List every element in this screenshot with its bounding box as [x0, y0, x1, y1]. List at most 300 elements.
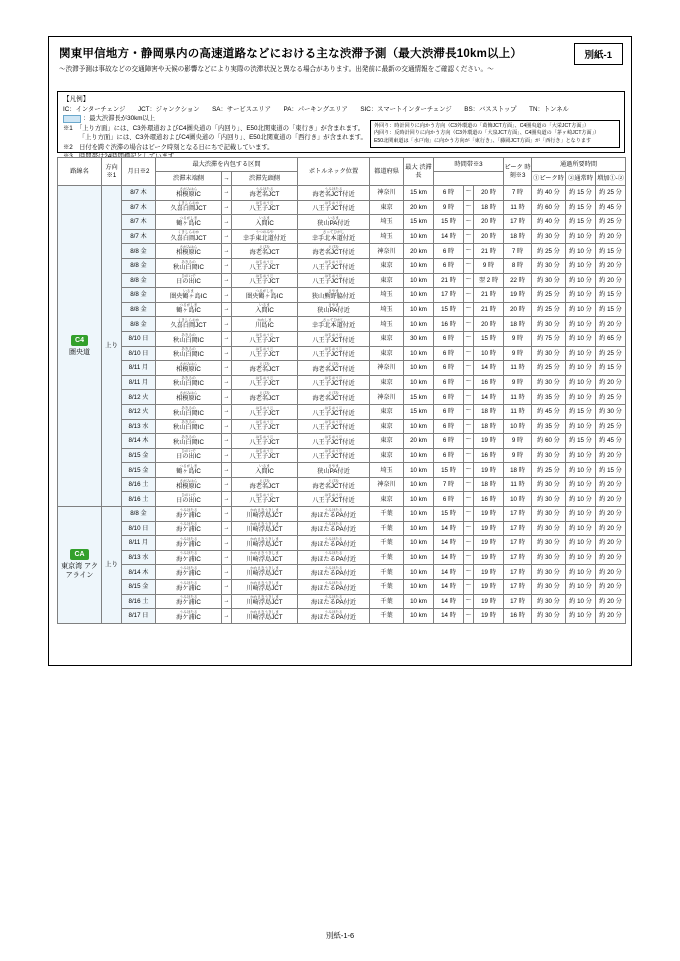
date-cell: 8/17 日 [122, 609, 156, 624]
delta-pass-cell: 約 20 分 [596, 507, 626, 522]
maxlen-cell: 10 km [404, 419, 434, 434]
legend-abbreviations: IC：インターチェンジ JCT：ジャンクション SA：サービスエリア PA：パーキングエリア SIC：スマートインターチェンジ BS：バスストップ TN：トンネル [63, 105, 569, 113]
col-peak-pass: ①ピーク時 [532, 172, 566, 186]
section-to-cell: かわさきうきしま 川崎浮島JCT [232, 507, 298, 522]
maxlen-cell: 10 km [404, 521, 434, 536]
section-to-cell: かわさきうきしま 川崎浮島JCT [232, 521, 298, 536]
col-section-to: 渋滞先頭側 [232, 172, 298, 186]
delta-pass-cell: 約 20 分 [596, 536, 626, 551]
time-start-cell: 6 時 [434, 419, 464, 434]
time-end-cell: 18 時 [474, 404, 504, 419]
time-end-cell: 10 時 [474, 346, 504, 361]
normal-pass-cell: 約 10 分 [566, 507, 596, 522]
pref-cell: 神奈川 [370, 244, 404, 259]
pref-cell: 千葉 [370, 550, 404, 565]
peak-time-cell: 17 時 [504, 565, 532, 580]
pref-cell: 東京 [370, 448, 404, 463]
time-start-cell: 6 時 [434, 492, 464, 507]
section-to-cell: えびな 海老名JCT [232, 244, 298, 259]
route-badge: CA [70, 549, 88, 560]
bottleneck-cell: えびな 海老名JCT付近 [298, 361, 370, 376]
maxlen-cell: 10 km [404, 463, 434, 478]
pref-cell: 千葉 [370, 536, 404, 551]
section-from-cell: あきるの 秋山白岡IC [156, 375, 222, 390]
pref-cell: 東京 [370, 331, 404, 346]
section-arrow-cell: → [222, 492, 232, 507]
peak-pass-cell: 約 30 分 [532, 550, 566, 565]
date-cell: 8/11 月 [122, 536, 156, 551]
date-cell: 8/13 水 [122, 419, 156, 434]
section-to-cell: はちおうじ 八王子JCT [232, 375, 298, 390]
normal-pass-cell: 約 10 分 [566, 361, 596, 376]
pref-cell: 東京 [370, 273, 404, 288]
peak-pass-cell: 約 30 分 [532, 229, 566, 244]
peak-time-cell: 17 時 [504, 594, 532, 609]
date-cell: 8/8 金 [122, 507, 156, 522]
section-arrow-cell: → [222, 580, 232, 595]
pref-cell: 埼玉 [370, 215, 404, 230]
time-end-cell: 14 時 [474, 361, 504, 376]
section-arrow-cell: → [222, 448, 232, 463]
bottleneck-cell: さやま 狭山PA付近 [298, 463, 370, 478]
time-start-cell: 6 時 [434, 244, 464, 259]
peak-time-cell: 18 時 [504, 229, 532, 244]
pref-cell: 東京 [370, 434, 404, 449]
peak-pass-cell: 約 75 分 [532, 331, 566, 346]
normal-pass-cell: 約 10 分 [566, 448, 596, 463]
normal-pass-cell: 約 10 分 [566, 536, 596, 551]
normal-pass-cell: 約 15 分 [566, 215, 596, 230]
section-to-cell: かわさきうきしま 川崎浮島JCT [232, 536, 298, 551]
section-to-cell: えびな 海老名JCT [232, 477, 298, 492]
section-arrow-cell: → [222, 434, 232, 449]
time-start-cell: 21 時 [434, 273, 464, 288]
peak-time-cell: 9 時 [504, 346, 532, 361]
delta-pass-cell: 約 20 分 [596, 609, 626, 624]
pref-cell: 神奈川 [370, 390, 404, 405]
table-row [58, 550, 626, 565]
table-row [58, 580, 626, 595]
normal-pass-cell: 約 10 分 [566, 258, 596, 273]
time-tilde-cell: ～ [464, 258, 474, 273]
col-route: 路線名 [58, 158, 102, 186]
section-arrow-cell: → [222, 536, 232, 551]
pref-cell: 神奈川 [370, 477, 404, 492]
section-from-cell: ひのいで 日の出IC [156, 448, 222, 463]
peak-time-cell: 17 時 [504, 536, 532, 551]
section-to-cell: うつのみや 幸手東北道付近 [232, 229, 298, 244]
bottleneck-cell: うみほたる 海ほたるPA付近 [298, 550, 370, 565]
section-arrow-cell: → [222, 200, 232, 215]
time-start-cell: 16 時 [434, 317, 464, 332]
col-maxlen: 最大 渋滞長 [404, 158, 434, 186]
section-to-cell: うみほたる 海老名JCT [232, 186, 298, 201]
time-tilde-cell: ～ [464, 244, 474, 259]
time-start-cell: 6 時 [434, 390, 464, 405]
time-tilde-cell: ～ [464, 594, 474, 609]
normal-pass-cell: 約 10 分 [566, 580, 596, 595]
time-end-cell: 15 時 [474, 331, 504, 346]
delta-pass-cell: 約 25 分 [596, 419, 626, 434]
col-section-group: 最大渋滞を内包する区間 [156, 158, 298, 172]
maxlen-cell: 15 km [404, 404, 434, 419]
normal-pass-cell: 約 15 分 [566, 200, 596, 215]
maxlen-cell: 20 km [404, 434, 434, 449]
peak-pass-cell: 約 30 分 [532, 609, 566, 624]
time-start-cell: 15 時 [434, 507, 464, 522]
bottleneck-cell: はちおうじ 八王子JCT付近 [298, 258, 370, 273]
delta-pass-cell: 約 15 分 [596, 302, 626, 317]
table-row [58, 609, 626, 624]
normal-pass-cell: 約 10 分 [566, 565, 596, 580]
normal-pass-cell: 約 15 分 [566, 186, 596, 201]
legend-highlight-label: ：最大渋滞長が30km以上 [83, 115, 156, 123]
section-from-cell: うみほたる 海ケ浦IC [156, 594, 222, 609]
time-tilde-cell: ～ [464, 229, 474, 244]
maxlen-cell: 10 km [404, 477, 434, 492]
direction-cell: 上り [102, 186, 122, 507]
pref-cell: 東京 [370, 346, 404, 361]
peak-time-cell: 11 時 [504, 361, 532, 376]
pref-cell: 千葉 [370, 507, 404, 522]
time-end-cell: 18 時 [474, 477, 504, 492]
time-start-cell: 6 時 [434, 186, 464, 201]
legend-direction-box [370, 120, 620, 148]
peak-pass-cell: 約 25 分 [532, 288, 566, 303]
pref-cell: 千葉 [370, 521, 404, 536]
route-name: 圏央道 [69, 348, 90, 356]
date-cell: 8/12 火 [122, 404, 156, 419]
time-end-cell: 19 時 [474, 609, 504, 624]
time-start-cell: 6 時 [434, 331, 464, 346]
section-from-cell: うみほたる 海ケ浦IC [156, 521, 222, 536]
peak-time-cell: 17 時 [504, 580, 532, 595]
normal-pass-cell: 約 10 分 [566, 302, 596, 317]
time-start-cell: 14 時 [434, 521, 464, 536]
section-to-cell: かわさきうきしま 川崎浮島JCT [232, 609, 298, 624]
section-from-cell: うみほたる 海ケ浦IC [156, 507, 222, 522]
time-end-cell: 21 時 [474, 244, 504, 259]
peak-time-cell: 8 時 [504, 258, 532, 273]
time-start-cell: 14 時 [434, 609, 464, 624]
time-start-cell: 6 時 [434, 448, 464, 463]
time-end-cell: 19 時 [474, 565, 504, 580]
peak-pass-cell: 約 25 分 [532, 361, 566, 376]
peak-pass-cell: 約 30 分 [532, 477, 566, 492]
time-tilde-cell: ～ [464, 186, 474, 201]
table-row [58, 229, 626, 244]
table-row [58, 507, 626, 522]
table-row [58, 331, 626, 346]
bottleneck-cell: さやま 狭山PA付近 [298, 302, 370, 317]
date-cell: 8/7 木 [122, 229, 156, 244]
section-to-cell: えびな 海老名JCT [232, 361, 298, 376]
bottleneck-cell: はちおうじ 八王子JCT付近 [298, 273, 370, 288]
normal-pass-cell: 約 10 分 [566, 477, 596, 492]
col-peak: ピーク 時刻※3 [504, 158, 532, 186]
section-from-cell: つるがしま 鶴ヶ島IC [156, 302, 222, 317]
col-passtime-group: 通過所要時間 [532, 158, 626, 172]
maxlen-cell: 10 km [404, 609, 434, 624]
section-from-cell: くきしらおか 久喜白岡JCT [156, 200, 222, 215]
section-from-cell: つるがしま 鶴ヶ島IC [156, 463, 222, 478]
pref-cell: 東京 [370, 375, 404, 390]
time-tilde-cell: ～ [464, 346, 474, 361]
time-end-cell: 20 時 [474, 229, 504, 244]
pref-cell: 神奈川 [370, 186, 404, 201]
maxlen-cell: 10 km [404, 229, 434, 244]
col-bottleneck: ボトルネック位置 [298, 158, 370, 186]
peak-pass-cell: 約 40 分 [532, 186, 566, 201]
time-end-cell: 14 時 [474, 390, 504, 405]
section-from-cell: うみほたる 海ケ浦IC [156, 565, 222, 580]
pref-cell: 東京 [370, 258, 404, 273]
maxlen-cell: 15 km [404, 390, 434, 405]
time-start-cell: 14 時 [434, 229, 464, 244]
delta-pass-cell: 約 20 分 [596, 229, 626, 244]
delta-pass-cell: 約 20 分 [596, 375, 626, 390]
time-tilde-cell: ～ [464, 419, 474, 434]
table-row [58, 361, 626, 376]
time-start-cell: 14 時 [434, 580, 464, 595]
peak-pass-cell: 約 30 分 [532, 507, 566, 522]
delta-pass-cell: 約 20 分 [596, 448, 626, 463]
legend-box [57, 91, 625, 153]
section-to-cell: はちおうじ 八王子JCT [232, 492, 298, 507]
peak-pass-cell: 約 25 分 [532, 463, 566, 478]
time-start-cell: 17 時 [434, 288, 464, 303]
time-tilde-cell: ～ [464, 477, 474, 492]
normal-pass-cell: 約 10 分 [566, 521, 596, 536]
maxlen-cell: 10 km [404, 594, 434, 609]
normal-pass-cell: 約 10 分 [566, 288, 596, 303]
section-to-cell: かわしま 川島IC [232, 317, 298, 332]
section-from-cell: うみほたる 海ケ浦IC [156, 609, 222, 624]
peak-time-cell: 7 時 [504, 186, 532, 201]
time-start-cell: 14 時 [434, 536, 464, 551]
delta-pass-cell: 約 65 分 [596, 331, 626, 346]
table-row [58, 404, 626, 419]
section-arrow-cell: → [222, 258, 232, 273]
section-to-cell: つるがしま 圏央鶴ヶ島IC [232, 288, 298, 303]
peak-time-cell: 10 時 [504, 419, 532, 434]
date-cell: 8/15 金 [122, 448, 156, 463]
time-start-cell: 14 時 [434, 565, 464, 580]
maxlen-cell: 10 km [404, 507, 434, 522]
section-arrow-cell: → [222, 215, 232, 230]
route-badge: C4 [71, 335, 88, 346]
bottleneck-cell: さってひがし 幸手北本道付近 [298, 229, 370, 244]
section-from-cell: いるま 圏央鶴ヶ島IC [156, 288, 222, 303]
section-to-cell: いるま 入間IC [232, 302, 298, 317]
normal-pass-cell: 約 10 分 [566, 550, 596, 565]
pref-cell: 東京 [370, 200, 404, 215]
date-cell: 8/13 水 [122, 550, 156, 565]
date-cell: 8/8 金 [122, 302, 156, 317]
route-name: 東京湾 アクアライン [61, 563, 98, 579]
section-to-cell: はちおうじ 八王子JCT [232, 331, 298, 346]
peak-time-cell: 7 時 [504, 244, 532, 259]
time-tilde-cell: ～ [464, 580, 474, 595]
date-cell: 8/8 金 [122, 273, 156, 288]
time-start-cell: 6 時 [434, 434, 464, 449]
peak-time-cell: 9 時 [504, 375, 532, 390]
maxlen-cell: 10 km [404, 492, 434, 507]
time-tilde-cell: ～ [464, 536, 474, 551]
date-cell: 8/11 月 [122, 361, 156, 376]
pref-cell: 神奈川 [370, 361, 404, 376]
maxlen-cell: 10 km [404, 565, 434, 580]
table-row [58, 288, 626, 303]
section-to-cell: はちおうじ 八王子JCT [232, 448, 298, 463]
bottleneck-cell: うみほたる 海ほたるPA付近 [298, 594, 370, 609]
section-arrow-cell: → [222, 404, 232, 419]
section-to-cell: はちおうじ 八王子JCT [232, 434, 298, 449]
bottleneck-cell: さやま 狭山熊野脇付近 [298, 288, 370, 303]
bottleneck-cell: はちおうじ 八王子JCT付近 [298, 200, 370, 215]
maxlen-cell: 20 km [404, 200, 434, 215]
date-cell: 8/10 日 [122, 521, 156, 536]
time-tilde-cell: ～ [464, 507, 474, 522]
time-start-cell: 6 時 [434, 375, 464, 390]
delta-pass-cell: 約 25 分 [596, 215, 626, 230]
delta-pass-cell: 約 20 分 [596, 594, 626, 609]
time-tilde-cell: ～ [464, 317, 474, 332]
table-head [58, 158, 626, 186]
section-to-cell: はちおうじ 八王子JCT [232, 258, 298, 273]
time-end-cell: 16 時 [474, 375, 504, 390]
sheet-header [49, 37, 631, 89]
time-tilde-cell: ～ [464, 521, 474, 536]
time-end-cell: 16 時 [474, 448, 504, 463]
peak-pass-cell: 約 30 分 [532, 565, 566, 580]
peak-pass-cell: 約 30 分 [532, 580, 566, 595]
maxlen-cell: 10 km [404, 302, 434, 317]
col-delta: 増加①-② [596, 172, 626, 186]
col-section-from: 渋滞末端側 [156, 172, 222, 186]
section-to-cell: いるま 入間IC [232, 215, 298, 230]
time-end-cell: 19 時 [474, 594, 504, 609]
time-start-cell: 14 時 [434, 550, 464, 565]
peak-pass-cell: 約 30 分 [532, 273, 566, 288]
time-tilde-cell: ～ [464, 550, 474, 565]
section-to-cell: えびな 海老名JCT [232, 390, 298, 405]
maxlen-cell: 10 km [404, 258, 434, 273]
bottleneck-cell: うみほたる 海ほたるPA付近 [298, 580, 370, 595]
table-row [58, 317, 626, 332]
delta-pass-cell: 約 20 分 [596, 492, 626, 507]
normal-pass-cell: 約 10 分 [566, 419, 596, 434]
bottleneck-cell: はちおうじ 八王子JCT付近 [298, 404, 370, 419]
bottleneck-cell: えびな 海老名JCT付近 [298, 244, 370, 259]
maxlen-cell: 10 km [404, 375, 434, 390]
time-start-cell: 15 時 [434, 215, 464, 230]
pref-cell: 千葉 [370, 609, 404, 624]
col-date: 月日※2 [122, 158, 156, 186]
time-end-cell: 19 時 [474, 521, 504, 536]
peak-pass-cell: 約 30 分 [532, 448, 566, 463]
pref-cell: 東京 [370, 492, 404, 507]
bottleneck-cell: うみほたる 海ほたるPA付近 [298, 609, 370, 624]
peak-time-cell: 18 時 [504, 463, 532, 478]
time-start-cell: 9 時 [434, 200, 464, 215]
time-start-cell: 15 時 [434, 463, 464, 478]
peak-time-cell: 17 時 [504, 521, 532, 536]
bottleneck-cell: さってひがし 幸手北本道付近 [298, 317, 370, 332]
page-footer: 別紙-1-6 [325, 931, 355, 940]
delta-pass-cell: 約 20 分 [596, 550, 626, 565]
date-cell: 8/8 金 [122, 288, 156, 303]
peak-time-cell: 11 時 [504, 390, 532, 405]
time-tilde-cell: ～ [464, 390, 474, 405]
delta-pass-cell: 約 20 分 [596, 477, 626, 492]
table-row [58, 346, 626, 361]
maxlen-cell: 10 km [404, 346, 434, 361]
section-arrow-cell: → [222, 565, 232, 580]
date-cell: 8/7 木 [122, 200, 156, 215]
legend-direction-outer: 外回り：時計回りに向かう方向（C3外環道の「葛飾JCT方面」、C4圏央道の「大栄JCT方面」） [374, 123, 590, 129]
time-tilde-cell: ～ [464, 302, 474, 317]
section-from-cell: さがみはら 相模原IC [156, 244, 222, 259]
section-arrow-cell: → [222, 419, 232, 434]
section-arrow-cell: → [222, 186, 232, 201]
time-tilde-cell: ～ [464, 273, 474, 288]
maxlen-cell: 10 km [404, 536, 434, 551]
table-row [58, 536, 626, 551]
section-arrow-cell: → [222, 288, 232, 303]
section-to-cell: かわさきうきしま 川崎浮島JCT [232, 580, 298, 595]
maxlen-cell: 10 km [404, 288, 434, 303]
normal-pass-cell: 約 10 分 [566, 463, 596, 478]
time-tilde-cell: ～ [464, 361, 474, 376]
table-row [58, 258, 626, 273]
peak-pass-cell: 約 30 分 [532, 521, 566, 536]
section-to-cell: かわさきうきしま 川崎浮島JCT [232, 550, 298, 565]
normal-pass-cell: 約 10 分 [566, 346, 596, 361]
maxlen-cell: 30 km [404, 331, 434, 346]
notice-sheet [48, 36, 632, 666]
table-row [58, 200, 626, 215]
section-from-cell: あきるの 秋山白岡IC [156, 404, 222, 419]
time-end-cell: 翌 2 時 [474, 273, 504, 288]
normal-pass-cell: 約 10 分 [566, 229, 596, 244]
peak-pass-cell: 約 45 分 [532, 404, 566, 419]
maxlen-cell: 15 km [404, 215, 434, 230]
table-row [58, 302, 626, 317]
section-from-cell: うみほたる 海ケ浦IC [156, 536, 222, 551]
section-from-cell: あきるの 秋山白岡IC [156, 258, 222, 273]
section-arrow-cell: → [222, 317, 232, 332]
delta-pass-cell: 約 45 分 [596, 434, 626, 449]
delta-pass-cell: 約 20 分 [596, 273, 626, 288]
section-from-cell: さがみはら 相模原IC [156, 186, 222, 201]
section-from-cell: あきるの 秋山白岡IC [156, 346, 222, 361]
col-pref: 都道府県 [370, 158, 404, 186]
section-arrow-cell: → [222, 390, 232, 405]
table-row [58, 463, 626, 478]
section-from-cell: さがみはら 相模原IC [156, 361, 222, 376]
section-to-cell: はちおうじ 八王子JCT [232, 419, 298, 434]
time-end-cell: 19 時 [474, 434, 504, 449]
time-tilde-cell: ～ [464, 215, 474, 230]
peak-time-cell: 17 時 [504, 507, 532, 522]
time-end-cell: 19 時 [474, 507, 504, 522]
peak-pass-cell: 約 30 分 [532, 375, 566, 390]
peak-time-cell: 16 時 [504, 609, 532, 624]
peak-pass-cell: 約 30 分 [532, 346, 566, 361]
time-tilde-cell: ～ [464, 434, 474, 449]
legend-direction-kitakanto: E50北関東道は「水戸南」に向かう方向が「東行き」、「藤岡JCT方面」が「西行き」となります [374, 137, 592, 144]
